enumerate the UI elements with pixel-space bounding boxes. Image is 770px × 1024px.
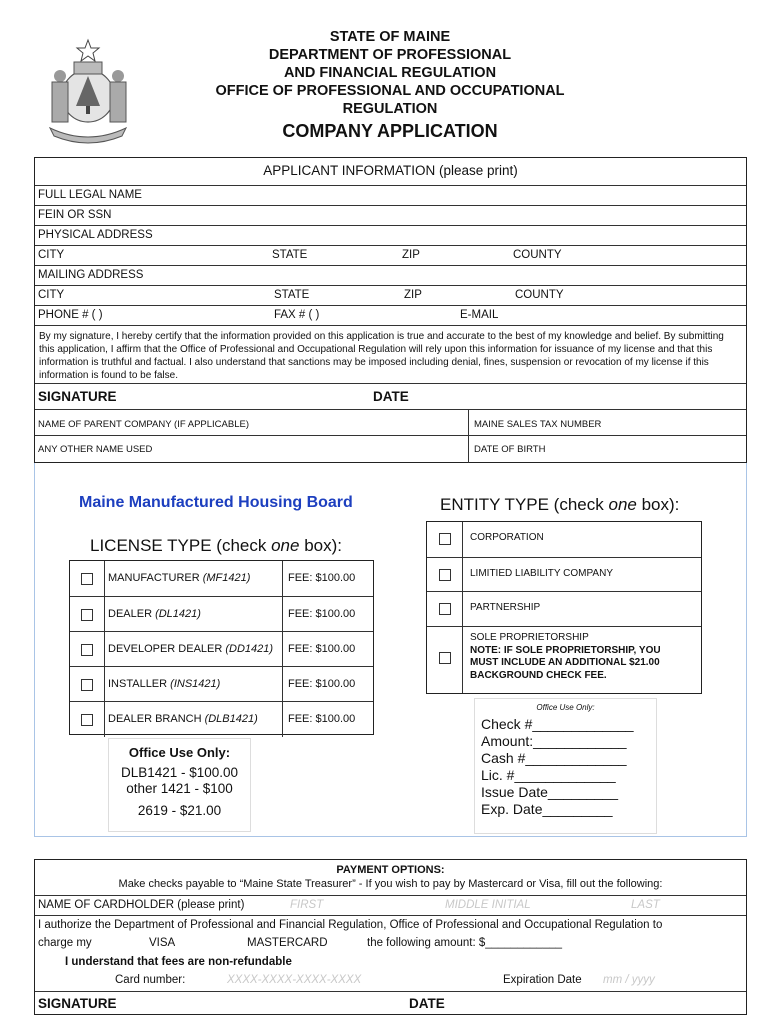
entity-label: CORPORATION: [470, 532, 544, 543]
license-fee: FEE: $100.00: [288, 572, 356, 584]
license-checkbox[interactable]: [81, 609, 93, 621]
expiration-label: Expiration Date: [503, 974, 582, 986]
board-title: Maine Manufactured Housing Board: [79, 494, 353, 511]
office-use-line: Amount:____________: [481, 733, 627, 749]
entity-row[interactable]: [427, 522, 701, 557]
field-label: PHYSICAL ADDRESS: [38, 229, 153, 241]
expiration-placeholder[interactable]: mm / yyyy: [603, 974, 655, 986]
entity-label: PARTNERSHIP: [470, 602, 541, 613]
signature-row[interactable]: [35, 383, 746, 410]
authorize-row: [35, 915, 746, 972]
parent-company-row[interactable]: [35, 409, 746, 436]
license-checkbox[interactable]: [81, 644, 93, 656]
entity-checkbox[interactable]: [439, 569, 451, 581]
entity-label: SOLE PROPRIETORSHIP: [470, 632, 589, 643]
zip-label: ZIP: [404, 289, 422, 301]
sole-prop-note: NOTE: IF SOLE PROPRIETORSHIP, YOU: [470, 644, 661, 656]
office-fee-line: DLB1421 - $100.00: [120, 765, 239, 780]
payment-section: [34, 859, 747, 1015]
field-label: FULL LEGAL NAME: [38, 189, 142, 201]
last-name-placeholder[interactable]: LAST: [631, 899, 660, 911]
signature-label: SIGNATURE: [38, 389, 117, 404]
license-type-table: [69, 560, 374, 735]
entity-row[interactable]: [427, 591, 701, 627]
applicant-info-section: [34, 157, 747, 463]
office-use-line: Lic. #_____________: [481, 767, 616, 783]
certification-row: [35, 325, 746, 384]
other-name-row[interactable]: [35, 435, 746, 463]
license-row[interactable]: [70, 631, 373, 667]
board-section: [34, 463, 747, 837]
office-use-line: Cash #_____________: [481, 750, 627, 766]
license-name: DEVELOPER DEALER (DD1421): [108, 643, 274, 655]
entity-type-table: [426, 521, 702, 694]
parent-company-label: NAME OF PARENT COMPANY (IF APPLICABLE): [38, 419, 249, 430]
amount-field[interactable]: the following amount: $____________: [367, 937, 563, 949]
entity-checkbox[interactable]: [439, 533, 451, 545]
license-checkbox[interactable]: [81, 679, 93, 691]
header-line: AND FINANCIAL REGULATION: [283, 65, 497, 81]
cardholder-label: NAME OF CARDHOLDER (please print): [38, 899, 245, 911]
license-row[interactable]: [70, 596, 373, 632]
city-label: CITY: [38, 249, 65, 261]
card-number-label: Card number:: [115, 974, 186, 986]
license-name: MANUFACTURER (MF1421): [108, 572, 251, 584]
entity-type-heading: ENTITY TYPE (check one box):: [440, 495, 680, 514]
phone-label: PHONE # ( ): [38, 309, 103, 321]
office-use-line: Exp. Date_________: [481, 801, 613, 817]
county-label: COUNTY: [513, 249, 562, 261]
state-label: STATE: [272, 249, 308, 261]
license-row[interactable]: [70, 701, 373, 737]
office-fee-line: other 1421 - $100: [126, 781, 233, 796]
cardholder-row[interactable]: [35, 895, 746, 916]
middle-initial-placeholder[interactable]: MIDDLE INITIAL: [445, 899, 531, 911]
certification-text: By my signature, I hereby certify that the information provided on this application is true and accurate to the best of my knowledge and belief. By submitting this application, I affirm that the Office of Professional and Occupational Regulation will rely upon this information for issuance of my license and that this information is truthful and factual. I also understand that sanctions may be imposed including denial, fines, suspension or revocation of my license if this information is found to be false.: [39, 331, 724, 381]
date-label: DATE: [373, 389, 409, 404]
office-use-box-right: [474, 698, 657, 834]
authorize-text: I authorize the Department of Professional and Financial Regulation, Office of Professional and Occupational Regulation to: [38, 919, 663, 931]
license-fee: FEE: $100.00: [288, 643, 356, 655]
other-name-label: ANY OTHER NAME USED: [38, 444, 153, 455]
license-name: DEALER BRANCH (DLB1421): [108, 713, 258, 725]
entity-checkbox[interactable]: [439, 652, 451, 664]
visa-option[interactable]: VISA: [149, 937, 176, 949]
header-line: STATE OF MAINE: [329, 29, 451, 45]
payment-heading: PAYMENT OPTIONS:: [336, 864, 445, 876]
document-header: [150, 28, 630, 143]
license-type-heading: LICENSE TYPE (check one box):: [90, 536, 342, 555]
state-seal-icon: [40, 36, 136, 146]
mailing-address-field[interactable]: [35, 265, 746, 286]
license-name: DEALER (DL1421): [108, 608, 201, 620]
email-label: E-MAIL: [460, 309, 499, 321]
license-checkbox[interactable]: [81, 714, 93, 726]
sales-tax-label: MAINE SALES TAX NUMBER: [474, 419, 602, 430]
county-label: COUNTY: [515, 289, 564, 301]
header-line: OFFICE OF PROFESSIONAL AND OCCUPATIONAL: [215, 83, 565, 99]
fein-field[interactable]: [35, 205, 746, 226]
signature-label: SIGNATURE: [38, 996, 117, 1011]
card-number-placeholder[interactable]: XXXX-XXXX-XXXX-XXXX: [227, 974, 362, 986]
card-number-row[interactable]: [35, 971, 746, 991]
header-line: REGULATION: [342, 101, 438, 117]
field-label: MAILING ADDRESS: [38, 269, 144, 281]
license-row[interactable]: [70, 666, 373, 702]
license-fee: FEE: $100.00: [288, 713, 356, 725]
office-use-title: Office Use Only:: [128, 745, 231, 760]
mastercard-option[interactable]: MASTERCARD: [247, 937, 328, 949]
office-fee-line: 2619 - $21.00: [137, 803, 222, 818]
license-row[interactable]: [70, 561, 373, 596]
city-state-zip-row[interactable]: [35, 245, 746, 266]
nonrefundable-text: I understand that fees are non-refundable: [65, 956, 292, 968]
section-heading: APPLICANT INFORMATION (please print): [263, 163, 518, 178]
field-label: FEIN OR SSN: [38, 209, 112, 221]
license-checkbox[interactable]: [81, 573, 93, 585]
mailing-city-row[interactable]: [35, 285, 746, 306]
sole-prop-note: MUST INCLUDE AN ADDITIONAL $21.00: [470, 657, 660, 668]
license-fee: FEE: $100.00: [288, 678, 356, 690]
office-use-line: Issue Date_________: [481, 784, 618, 800]
first-name-placeholder[interactable]: FIRST: [290, 899, 324, 911]
office-use-title: Office Use Only:: [536, 703, 595, 712]
license-fee: FEE: $100.00: [288, 608, 356, 620]
sole-prop-note: BACKGROUND CHECK FEE.: [470, 669, 607, 681]
zip-label: ZIP: [402, 249, 420, 261]
office-use-box: [108, 738, 251, 832]
office-use-line: Check #_____________: [481, 716, 634, 732]
city-label: CITY: [38, 289, 65, 301]
entity-checkbox[interactable]: [439, 603, 451, 615]
state-label: STATE: [274, 289, 310, 301]
payment-signature-row[interactable]: [35, 991, 746, 1014]
license-name: INSTALLER (INS1421): [108, 678, 221, 690]
full-legal-name-field[interactable]: [35, 185, 746, 206]
entity-label: LIMITIED LIABILITY COMPANY: [470, 568, 613, 579]
physical-address-field[interactable]: [35, 225, 746, 246]
fax-label: FAX # ( ): [274, 309, 320, 321]
entity-row[interactable]: [427, 557, 701, 592]
page-title: COMPANY APPLICATION: [282, 121, 498, 141]
phone-fax-email-row[interactable]: [35, 305, 746, 326]
date-label: DATE: [409, 996, 445, 1011]
payment-checks-text: Make checks payable to “Maine State Treasurer” - If you wish to pay by Mastercard or Visa, fill out the following:: [118, 878, 663, 890]
dob-label: DATE OF BIRTH: [474, 444, 546, 455]
header-line: DEPARTMENT OF PROFESSIONAL: [268, 47, 512, 63]
charge-label: charge my: [38, 937, 92, 949]
entity-row-sole-prop[interactable]: [427, 626, 701, 693]
